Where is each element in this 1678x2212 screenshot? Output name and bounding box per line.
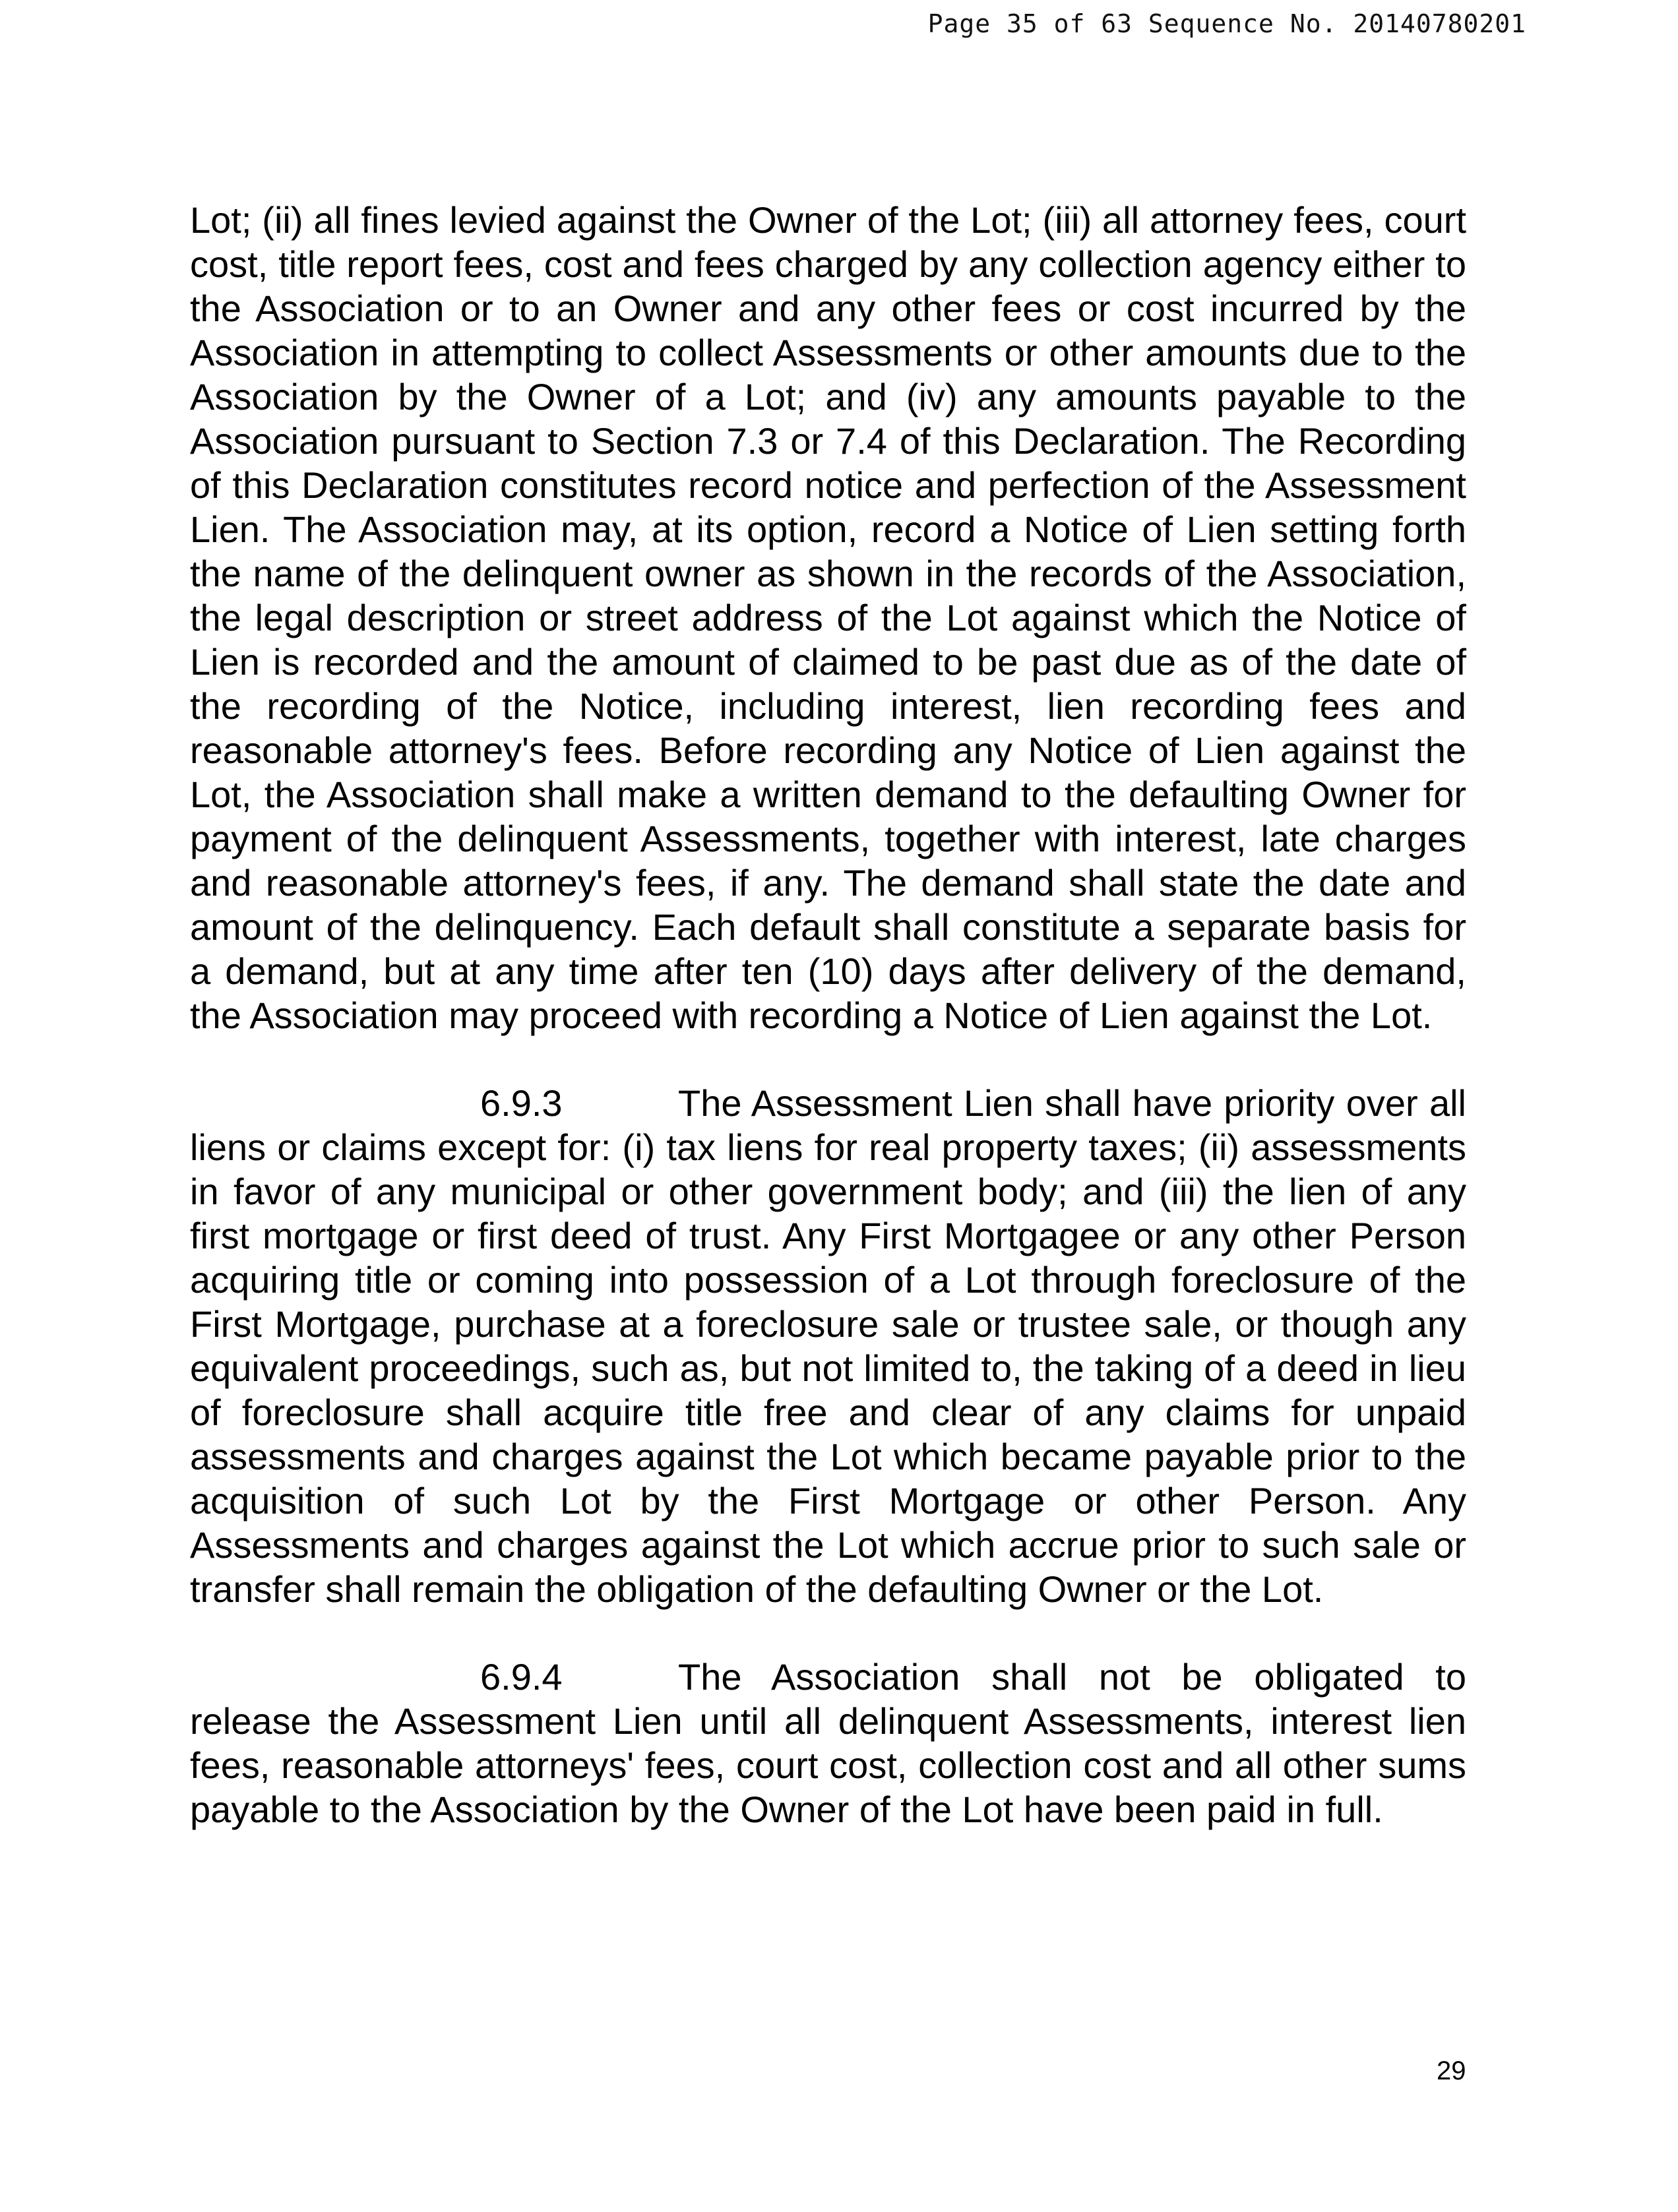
paragraph-section-6-9-3 <box>190 1081 1466 1611</box>
document-body <box>190 198 1466 1831</box>
paragraph-text: The Association shall not be obligated to release the Assessment Lien until all delinquent Assessments, interest lien fees, reasonable attorneys' fees, court cost, collection cost and all other sums payable to the Association by the Owner of the Lot have been paid in full. <box>190 1656 1466 1830</box>
paragraph-text: The Assessment Lien shall have priority over all liens or claims except for: (i) tax liens for real property taxes; (ii) assessments in favor of any municipal or other government body; and (iii) the lien of any first mortgage or first deed of trust. Any First Mortgagee or any other Person acquiring title or coming into possession of a Lot through foreclosure of the First Mortgage, purchase at a foreclosure sale or trustee sale, or though any equivalent proceedings, such as, but not limited to, the taking of a deed in lieu of foreclosure shall acquire title free and clear of any claims for unpaid assessments and charges against the Lot which became payable prior to the acquisition of such Lot by the First Mortgage or other Person. Any Assessments and charges against the Lot which accrue prior to such sale or transfer shall remain the obligation of the defaulting Owner or the Lot. <box>190 1082 1466 1610</box>
page-number: 29 <box>1437 2056 1466 2085</box>
paragraph-section-6-9-4 <box>190 1655 1466 1831</box>
section-number: 6.9.3 <box>480 1082 563 1124</box>
paragraph-text: Lot; (ii) all fines levied against the Owner of the Lot; (iii) all attorney fees, court cost, title report fees, cost and fees charged by any collection agency either to the Association or to an Owner and any other fees or cost incurred by the Association in attempting to collect Assessments or other amounts due to the Association by the Owner of a Lot; and (iv) any amounts payable to the Association pursuant to Section 7.3 or 7.4 of this Declaration. The Recording of this Declaration constitutes record notice and perfection of the Assessment Lien. The Association may, at its option, record a Notice of Lien setting forth the name of the delinquent owner as shown in the records of the Association, the legal description or street address of the Lot against which the Notice of Lien is recorded and the amount of claimed to be past due as of the date of the recording of the Notice, including interest, lien recording fees and reasonable attorney's fees. Before recording any Notice of Lien against the Lot, the Association shall make a written demand to the defaulting Owner for payment of the delinquent Assessments, together with interest, late charges and reasonable attorney's fees, if any. The demand shall state the date and amount of the delinquency. Each default shall constitute a separate basis for a demand, but at any time after ten (10) days after delivery of the demand, the Association may proceed with recording a Notice of Lien against the Lot. <box>190 199 1466 1036</box>
section-number: 6.9.4 <box>480 1656 563 1698</box>
paragraph-lien-continuation <box>190 198 1466 1037</box>
page-header: Page 35 of 63 Sequence No. 20140780201 <box>927 9 1526 38</box>
